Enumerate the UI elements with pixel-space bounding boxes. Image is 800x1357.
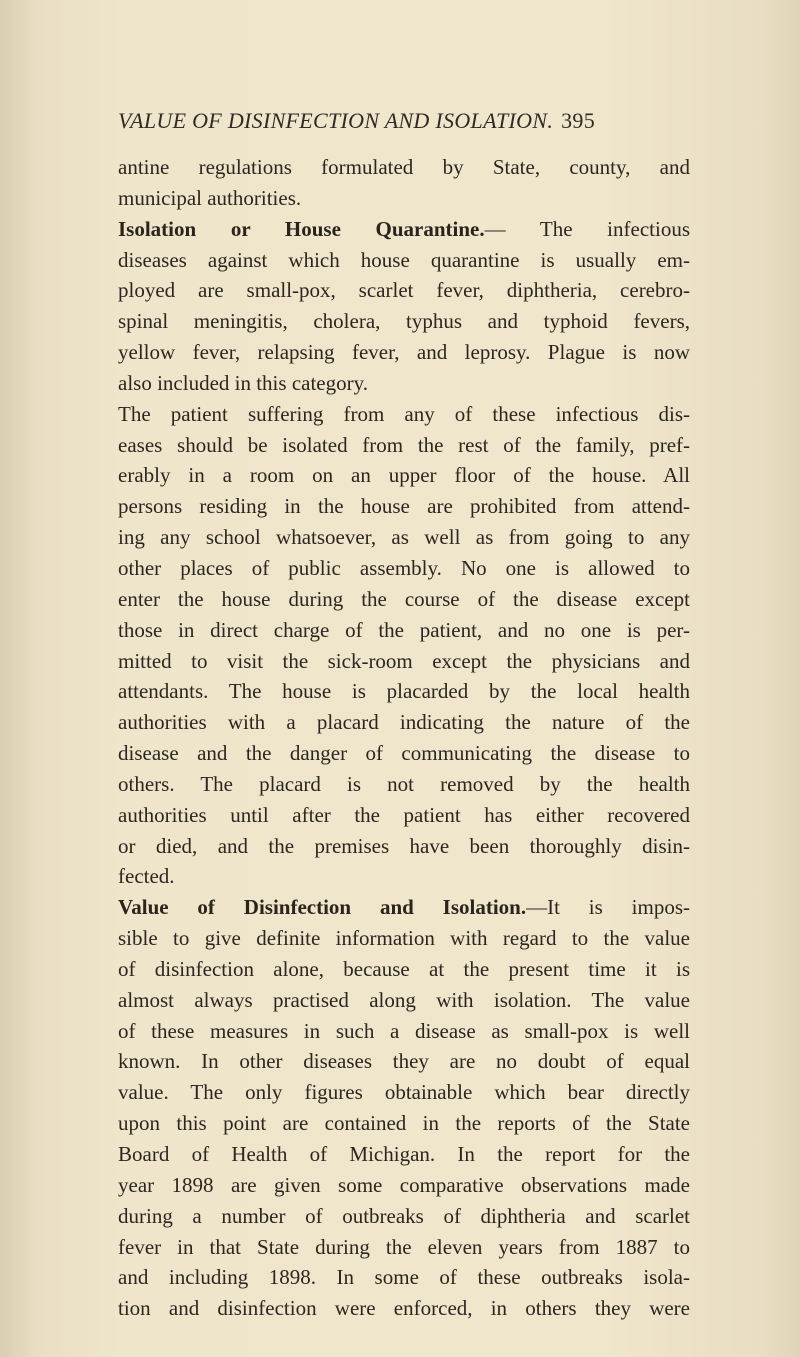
text-line <box>118 676 690 707</box>
line-text: attendants. The house is placarded by the local health <box>118 679 690 704</box>
line-text: and including 1898. In some of these outbreaks isola- <box>118 1265 690 1290</box>
text-line <box>118 1232 690 1263</box>
text-line <box>118 1201 690 1232</box>
text-line <box>118 584 690 615</box>
text-line <box>118 245 690 276</box>
text-line <box>118 460 690 491</box>
text-line <box>118 1046 690 1077</box>
line-text: upon this point are contained in the reports of the State <box>118 1111 690 1136</box>
text-line <box>118 183 690 214</box>
line-text: yellow fever, relapsing fever, and leprosy. Plague is now <box>118 340 690 365</box>
line-text: other places of public assembly. No one is allowed to <box>118 555 690 580</box>
line-text: diseases against which house quarantine is usually em- <box>118 247 690 272</box>
text-line <box>118 522 690 553</box>
section-heading: Isolation or House Quarantine. <box>118 216 485 241</box>
text-line <box>118 923 690 954</box>
section-heading: Value of Disinfection and Isolation. <box>118 895 527 920</box>
text-line <box>118 491 690 522</box>
text-line <box>118 707 690 738</box>
line-text: municipal authorities. <box>118 185 302 210</box>
text-line <box>118 615 690 646</box>
text-line <box>118 1016 690 1047</box>
line-text: almost always practised along with isolation. The value <box>118 987 690 1012</box>
text-line <box>118 152 690 183</box>
line-text: disease and the danger of communicating the disease to <box>118 741 690 766</box>
line-text: antine regulations formulated by State, county, and <box>118 155 690 179</box>
line-text: erably in a room on an upper floor of the house. All <box>118 463 690 488</box>
line-text: Board of Health of Michigan. In the report for the <box>118 1142 690 1166</box>
text-line <box>118 892 690 923</box>
line-text: also included in this category. <box>118 370 368 395</box>
line-text: others. The placard is not removed by the health <box>118 771 690 796</box>
text-line <box>118 738 690 769</box>
line-text: The patient suffering from any of these infectious dis- <box>118 401 690 426</box>
line-text: tion and disinfection were enforced, in others they were <box>118 1296 690 1321</box>
page-number: 395 <box>561 108 596 133</box>
line-text: spinal meningitis, cholera, typhus and typhoid fevers, <box>118 309 690 334</box>
line-text: authorities with a placard indicating the nature of the <box>118 710 690 735</box>
line-text: fever in that State during the eleven years from 1887 to <box>118 1234 690 1259</box>
line-text: ployed are small-pox, scarlet fever, diphtheria, cerebro- <box>118 278 690 303</box>
text-line <box>118 769 690 800</box>
line-text: of these measures in such a disease as small-pox is well <box>118 1018 690 1043</box>
text-line <box>118 430 690 461</box>
line-text: known. In other diseases they are no doubt of equal <box>118 1049 690 1074</box>
text-line <box>118 275 690 306</box>
text-line <box>118 831 690 862</box>
line-text: authorities until after the patient has either recovered <box>118 802 690 827</box>
text-line <box>118 861 690 892</box>
line-text: enter the house during the course of the disease except <box>118 586 690 611</box>
running-head <box>118 108 688 134</box>
text-line <box>118 337 690 368</box>
text-line <box>118 1170 690 1201</box>
text-line <box>118 1262 690 1293</box>
line-text: those in direct charge of the patient, and no one is per- <box>118 617 690 642</box>
running-title: VALUE OF DISINFECTION AND ISOLATION. <box>118 108 554 133</box>
line-text: mitted to visit the sick-room except the physicians and <box>118 648 690 673</box>
line-text: of disinfection alone, because at the present time it is <box>118 956 690 981</box>
line-text: during a number of outbreaks of diphtheria and scarlet <box>118 1203 690 1228</box>
text-line <box>118 399 690 430</box>
text-line <box>118 214 690 245</box>
text-line <box>118 368 690 399</box>
text-line <box>118 306 690 337</box>
line-text: eases should be isolated from the rest of the family, pref- <box>118 432 690 457</box>
line-text: sible to give definite information with regard to the value <box>118 926 690 951</box>
text-line <box>118 553 690 584</box>
line-text: value. The only figures obtainable which bear directly <box>118 1080 690 1105</box>
body-text <box>118 152 690 1324</box>
text-line <box>118 954 690 985</box>
line-text: or died, and the premises have been thoroughly disin- <box>118 833 690 858</box>
text-line <box>118 985 690 1016</box>
line-text: —It is impos- <box>526 895 691 920</box>
text-line <box>118 800 690 831</box>
line-text: year 1898 are given some comparative observations made <box>118 1172 690 1197</box>
text-line <box>118 646 690 677</box>
line-text: persons residing in the house are prohibited from attend- <box>118 494 690 519</box>
text-line <box>118 1293 690 1324</box>
line-text: ing any school whatsoever, as well as from going to any <box>118 525 690 550</box>
text-line <box>118 1108 690 1139</box>
line-text: fected. <box>118 864 175 889</box>
text-line <box>118 1077 690 1108</box>
text-line <box>118 1139 690 1170</box>
line-text: — The infectious <box>484 216 690 241</box>
